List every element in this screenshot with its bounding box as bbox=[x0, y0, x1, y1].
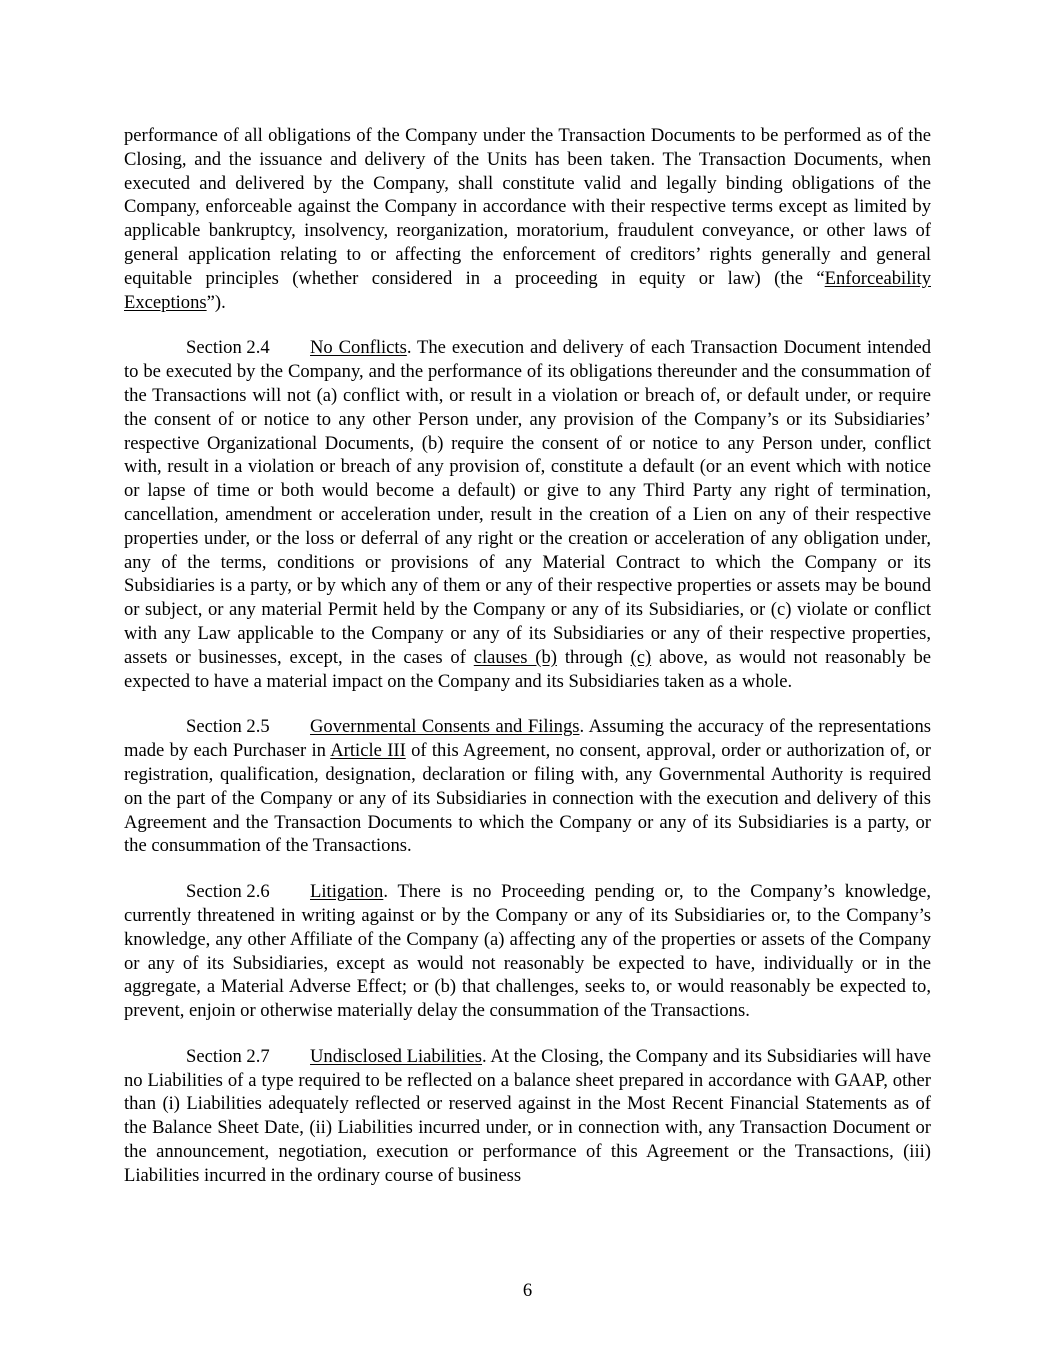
section-2-4-number: Section 2.4 bbox=[186, 337, 270, 359]
section-2-4-text-3: above, as would not reasonably be expected to have a material impact on the Company and its Subsidiaries taken as a whole. bbox=[124, 646, 932, 692]
section-2-4-title: No Conflicts bbox=[310, 337, 407, 359]
cross-reference-clause-c: (c) bbox=[630, 646, 652, 668]
defined-term-enforceability-exceptions: Enforceability Exceptions bbox=[124, 267, 931, 313]
section-2-6-paragraph bbox=[124, 880, 931, 1023]
cross-reference-clauses-b: clauses (b) bbox=[473, 646, 557, 668]
section-2-5-text-1: . Assuming the accuracy of the representations made by each Purchaser in bbox=[124, 716, 931, 762]
paragraph-continuation bbox=[124, 124, 931, 314]
section-2-4-paragraph bbox=[124, 336, 931, 693]
section-2-6-number: Section 2.6 bbox=[186, 881, 270, 903]
section-2-5-title: Governmental Consents and Filings bbox=[310, 716, 580, 738]
section-2-4-text-1: . The execution and delivery of each Transaction Document intended to be executed by the Company, and the performance of its obligations thereunder and the consummation of the Transactions will not (a) conflict with, or result in a violation or breach of, or default under, or require the consent of or notice to any other Person under, any provision of the Company’s or its Subsidiaries’ respective Organizational Documents, (b) require the consent of or notice to any Person under, conflict with, result in a violation or breach of any provision of, constitute a default (or an event which with notice or lapse of time or both would become a default) or give to any Third Party any right of termination, cancellation, amendment or acceleration under, result in the creation of a Lien on any of their respective properties under, or the loss or deferral of any right or the creation or acceleration of any obligation under, any of the terms, conditions or provisions of any Material Contract to which the Company or its Subsidiaries is a party, or by which any of them or any of their respective properties or assets may be bound or subject, or any material Permit held by the Company or any of its Subsidiaries, or (c) violate or conflict with any Law applicable to the Company or any of its Subsidiaries or any of their respective properties, assets or businesses, except, in the cases of bbox=[124, 337, 931, 668]
section-2-5-paragraph bbox=[124, 715, 931, 858]
section-2-6-text-1: . There is no Proceeding pending or, to the Company’s knowledge, currently threatened in writing against or by the Company or any of its Subsidiaries or, to the Company’s knowledge, any other Affiliate of the Company (a) affecting any of the properties or assets of the Company or any of its Subsidiaries, except as would not reasonably be expected to have, individually or in the aggregate, a Material Adverse Effect; or (b) that challenges, seeks to, or would reasonably be expected to, prevent, enjoin or otherwise materially delay the consummation of the Transactions. bbox=[124, 881, 931, 1022]
section-2-7-paragraph bbox=[124, 1045, 931, 1188]
section-2-7-title: Undisclosed Liabilities bbox=[310, 1045, 483, 1067]
section-2-7-number: Section 2.7 bbox=[186, 1045, 270, 1067]
section-2-7-text-1: . At the Closing, the Company and its Subsidiaries will have no Liabilities of a type required to be reflected on a balance sheet prepared in accordance with GAAP, other than (i) Liabilities adequately reflected or reserved against in the Most Recent Financial Statements as of the Balance Sheet Date, (ii) Liabilities incurred under, or in connection with, any Transaction Document or the announcement, negotiation, execution or performance of this Agreement or the Transactions, (iii) Liabilities incurred in the ordinary course of business bbox=[124, 1045, 931, 1186]
section-2-6-title: Litigation bbox=[310, 881, 384, 903]
section-2-5-number: Section 2.5 bbox=[186, 716, 270, 738]
document-page bbox=[124, 124, 931, 1210]
cross-reference-article-iii: Article III bbox=[330, 740, 406, 762]
continuation-text-1: performance of all obligations of the Company under the Transaction Documents to be performed as of the Closing, and the issuance and delivery of the Units has been taken. The Transaction Documents, when executed and delivered by the Company, shall constitute valid and legally binding obligations of the Company, enforceable against the Company in accordance with their respective terms except as limited by applicable bankruptcy, insolvency, reorganization, moratorium, fraudulent conveyance, or other laws of general application relating to or affecting the enforcement of creditors’ rights generally and general equitable principles (whether considered in a proceeding in equity or law) (the “ bbox=[124, 125, 931, 289]
page-number: 6 bbox=[522, 1280, 533, 1301]
section-2-5-text-2: of this Agreement, no consent, approval, order or authorization of, or registration, qualification, designation, declaration or filing with, any Governmental Authority is required on the part of the Company or any of its Subsidiaries in connection with the execution and delivery of this Agreement and the Transaction Documents to which the Company or any of its Subsidiaries is a party, or the consummation of the Transactions. bbox=[124, 740, 931, 857]
continuation-text-2: ”). bbox=[206, 291, 226, 313]
section-2-4-text-2: through bbox=[556, 646, 631, 668]
